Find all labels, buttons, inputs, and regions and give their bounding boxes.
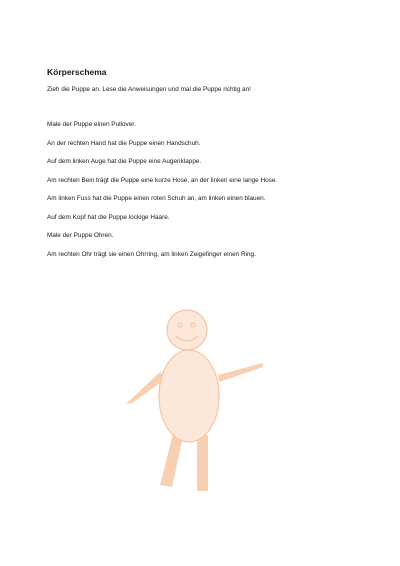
instruction-item: Male der Puppe einen Pullover.: [47, 121, 136, 128]
worksheet-title: Körperschema: [47, 67, 107, 77]
instruction-item: Male der Puppe Ohren.: [47, 232, 114, 239]
doll-right-arm: [218, 363, 263, 382]
doll-head: [167, 310, 207, 350]
doll-torso: [159, 350, 219, 442]
instruction-item: Am linken Fuss hat die Puppe einen roten Schuh an, am linken einen blauen.: [47, 195, 266, 202]
instruction-item: An der rechten Hand hat die Puppe einen Handschuh.: [47, 139, 201, 147]
instruction-item: Auf dem Kopf hat die Puppe lockige Haare.: [47, 213, 170, 221]
doll-right-leg: [197, 435, 208, 491]
instruction-item: Am rechten Ohr trägt sie einen Ohrring, am linken Zeigefinger einen Ring.: [47, 250, 256, 258]
instruction-item: Am rechten Bein trägt die Puppe eine kurze Hose, an der linken eine lange Hose.: [47, 176, 278, 184]
instruction-item: Auf dem linken Auge hat die Puppe eine Augenklappe.: [47, 158, 202, 165]
worksheet-intro: Zieh die Puppe an. Lese die Anweisungen und mal die Puppe richtig an!: [47, 86, 251, 93]
